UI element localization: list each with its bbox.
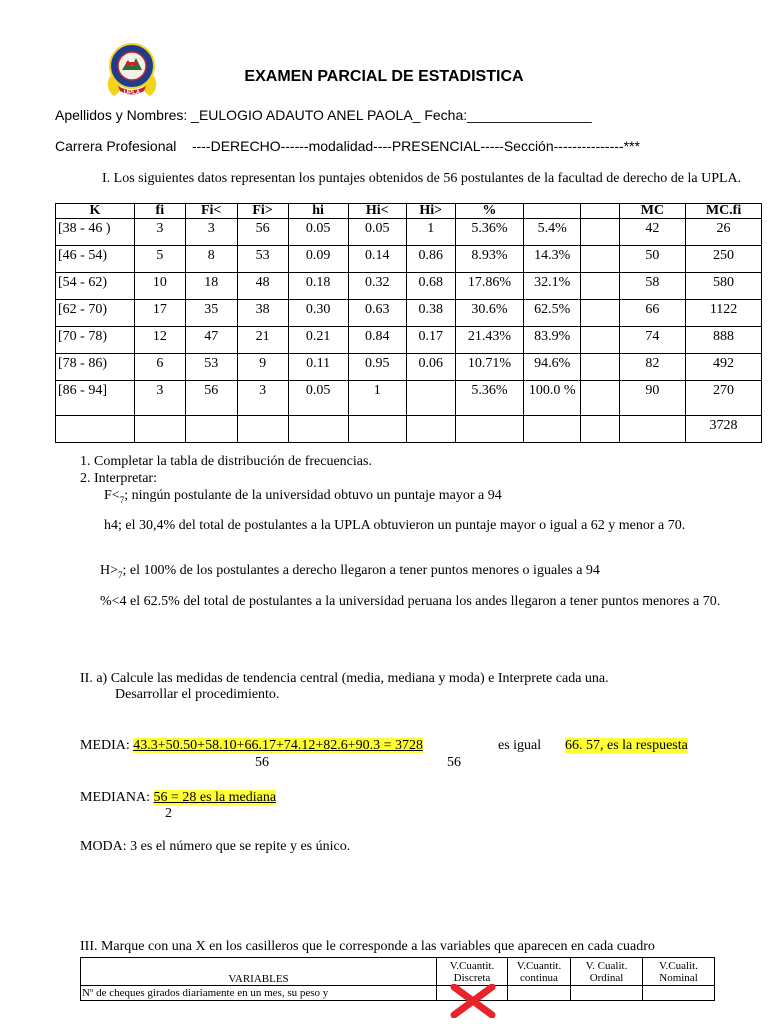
- x-mark-icon: [450, 984, 496, 1018]
- variables-header-cell: VARIABLES: [81, 958, 437, 986]
- table-cell: 48: [237, 273, 288, 300]
- variables-cell[interactable]: [643, 986, 715, 1001]
- table-cell: [185, 416, 237, 443]
- table-cell: [524, 416, 581, 443]
- table-cell: [70 - 78): [56, 327, 135, 354]
- media-denominator-2: 56: [447, 755, 461, 770]
- table-cell: [581, 219, 619, 246]
- section3-intro: III. Marque con una X en los casilleros que le corresponde a las variables que aparecen en cada cuadro: [80, 939, 655, 954]
- table-cell: 10.71%: [455, 354, 524, 381]
- table-cell: [581, 273, 619, 300]
- table-cell: [406, 381, 455, 416]
- table-cell: [46 - 54): [56, 246, 135, 273]
- media-expression: 43.3+50.50+58.10+66.17+74.12+82.6+90.3 = 3728: [133, 738, 424, 753]
- table-cell: 42: [619, 219, 685, 246]
- media-denominator-1: 56: [255, 755, 269, 770]
- interp-F-symbol: F<: [104, 488, 120, 503]
- table-cell: 12: [134, 327, 185, 354]
- table-cell: 0.06: [406, 354, 455, 381]
- table-cell: 90: [619, 381, 685, 416]
- table-cell: 0.32: [348, 273, 406, 300]
- table-cell: [288, 416, 348, 443]
- table-cell: 5.4%: [524, 219, 581, 246]
- table-cell: [62 - 70): [56, 300, 135, 327]
- table-cell: [134, 416, 185, 443]
- header-cell: Fi>: [237, 204, 288, 219]
- table-cell: 62.5%: [524, 300, 581, 327]
- table-cell: [581, 246, 619, 273]
- table-cell: [619, 416, 685, 443]
- table-row: [56, 300, 762, 327]
- logo-abbr: UPLA: [123, 90, 141, 96]
- question-1: 1. Completar la tabla de distribución de frecuencias.: [80, 454, 372, 469]
- interp-H-sub: 7: [118, 569, 123, 580]
- table-cell: [54 - 62): [56, 273, 135, 300]
- table-cell: [581, 300, 619, 327]
- interp-F: [104, 488, 502, 505]
- table-cell: 0.05: [288, 219, 348, 246]
- table-row: [56, 273, 762, 300]
- table-cell: 94.6%: [524, 354, 581, 381]
- header-cell: Hi>: [406, 204, 455, 219]
- table-cell: 30.6%: [455, 300, 524, 327]
- table-cell: 3: [134, 219, 185, 246]
- table-header-row: [56, 204, 762, 219]
- interp-H-text: ; el 100% de los postulantes a derecho llegaron a tener puntos menores o iguales a 94: [122, 563, 600, 578]
- table-cell: 26: [686, 219, 762, 246]
- table-cell: 10: [134, 273, 185, 300]
- interp-F-text: ; ningún postulante de la universidad obtuvo un puntaje mayor a 94: [124, 488, 502, 503]
- frequency-table: [55, 203, 762, 443]
- page-title: EXAMEN PARCIAL DE ESTADISTICA: [244, 68, 524, 85]
- table-cell: 3728: [686, 416, 762, 443]
- table-cell: [581, 327, 619, 354]
- table-cell: [86 - 94]: [56, 381, 135, 416]
- variables-header-cell: V.Cuantit. continua: [508, 958, 571, 986]
- table-cell: 53: [185, 354, 237, 381]
- variables-cell[interactable]: [571, 986, 643, 1001]
- table-cell: 14.3%: [524, 246, 581, 273]
- table-cell: [455, 416, 524, 443]
- table-cell: 0.18: [288, 273, 348, 300]
- table-cell: [581, 416, 619, 443]
- variables-header-row: [81, 958, 715, 986]
- media-label: MEDIA:: [80, 738, 130, 753]
- question-2: 2. Interpretar:: [80, 471, 157, 486]
- table-row: [56, 327, 762, 354]
- table-cell: 1122: [686, 300, 762, 327]
- header-cell: [581, 204, 619, 219]
- table-cell: 38: [237, 300, 288, 327]
- table-cell: 0.05: [348, 219, 406, 246]
- section2-intro-2: Desarrollar el procedimiento.: [115, 687, 280, 702]
- table-cell: 66: [619, 300, 685, 327]
- table-cell: 74: [619, 327, 685, 354]
- header-cell: fi: [134, 204, 185, 219]
- header-cell: %: [455, 204, 524, 219]
- table-cell: 83.9%: [524, 327, 581, 354]
- table-cell: 492: [686, 354, 762, 381]
- table-cell: 0.63: [348, 300, 406, 327]
- variables-header-cell: V. Cualit. Ordinal: [571, 958, 643, 986]
- table-row: [56, 381, 762, 416]
- table-cell: 0.95: [348, 354, 406, 381]
- table-cell: 0.14: [348, 246, 406, 273]
- media-answer: 66. 57, es la respuesta: [565, 738, 688, 753]
- table-cell: 0.17: [406, 327, 455, 354]
- table-cell: [581, 381, 619, 416]
- header-cell: MC: [619, 204, 685, 219]
- table-cell: [348, 416, 406, 443]
- section1-intro: I. Los siguientes datos representan los puntajes obtenidos de 56 postulantes de la facultad de derecho de la UPLA.: [102, 171, 742, 186]
- interp-F-sub: 7: [119, 494, 125, 505]
- table-cell: 270: [686, 381, 762, 416]
- student-line: Apellidos y Nombres: _EULOGIO ADAUTO ANEL PAOLA_ Fecha:________________: [55, 107, 592, 123]
- table-cell: 56: [185, 381, 237, 416]
- table-cell: 21.43%: [455, 327, 524, 354]
- table-cell: [78 - 86): [56, 354, 135, 381]
- table-cell: 32.1%: [524, 273, 581, 300]
- table-cell: 6: [134, 354, 185, 381]
- variables-row: [81, 986, 715, 1001]
- table-cell: [581, 354, 619, 381]
- table-row: [56, 246, 762, 273]
- table-cell: 580: [686, 273, 762, 300]
- header-cell: [524, 204, 581, 219]
- table-cell: 82: [619, 354, 685, 381]
- table-cell: 1: [348, 381, 406, 416]
- table-cell: 21: [237, 327, 288, 354]
- table-row: [56, 219, 762, 246]
- mediana-denominator: 2: [165, 806, 172, 821]
- header-cell: Hi<: [348, 204, 406, 219]
- table-cell: 35: [185, 300, 237, 327]
- header-cell: hi: [288, 204, 348, 219]
- table-cell: 53: [237, 246, 288, 273]
- table-cell: 0.84: [348, 327, 406, 354]
- table-cell: 3: [134, 381, 185, 416]
- table-cell: 56: [237, 219, 288, 246]
- table-cell: 9: [237, 354, 288, 381]
- interp-h4: h4; el 30,4% del total de postulantes a la UPLA obtuvieron un puntaje mayor o igual a 62 y menor a 70.: [104, 518, 686, 533]
- mediana-expression: 56 = 28 es la mediana: [153, 790, 277, 805]
- table-row: [56, 416, 762, 443]
- career-line: Carrera Profesional ----DERECHO------modalidad----PRESENCIAL-----Sección---------------***: [55, 138, 640, 154]
- table-cell: 0.09: [288, 246, 348, 273]
- media-equal: es igual: [498, 738, 542, 753]
- moda-line: MODA: 3 es el número que se repite y es único.: [80, 839, 351, 854]
- variables-header-cell: V.Cuantit. Discreta: [437, 958, 508, 986]
- table-cell: 1: [406, 219, 455, 246]
- table-cell: 100.0 %: [524, 381, 581, 416]
- table-cell: 5.36%: [455, 381, 524, 416]
- table-cell: [237, 416, 288, 443]
- table-cell: 58: [619, 273, 685, 300]
- table-cell: 8.93%: [455, 246, 524, 273]
- media-line: [80, 738, 423, 754]
- table-cell: 18: [185, 273, 237, 300]
- table-cell: 250: [686, 246, 762, 273]
- interp-pct: %<4 el 62.5% del total de postulantes a la universidad peruana los andes llegaron a tener puntos menores a 70.: [100, 594, 721, 609]
- table-cell: 47: [185, 327, 237, 354]
- variables-header-cell: V.Cualit. Nominal: [643, 958, 715, 986]
- interp-H: [100, 563, 600, 580]
- table-cell: 0.38: [406, 300, 455, 327]
- table-row: [56, 354, 762, 381]
- table-cell: 5.36%: [455, 219, 524, 246]
- table-cell: 50: [619, 246, 685, 273]
- table-cell: 0.86: [406, 246, 455, 273]
- variable-description: Nº de cheques girados diariamente en un mes, su peso y: [81, 986, 437, 1001]
- header-cell: Fi<: [185, 204, 237, 219]
- table-cell: [38 - 46 ): [56, 219, 135, 246]
- section2-intro: II. a) Calcule las medidas de tendencia central (media, mediana y moda) e Interprete cada una.: [80, 671, 609, 686]
- table-cell: 0.11: [288, 354, 348, 381]
- variables-cell[interactable]: [508, 986, 571, 1001]
- mediana-line: [80, 790, 276, 806]
- table-cell: 3: [185, 219, 237, 246]
- table-cell: 0.30: [288, 300, 348, 327]
- table-cell: 0.05: [288, 381, 348, 416]
- table-cell: 0.68: [406, 273, 455, 300]
- table-cell: 0.21: [288, 327, 348, 354]
- header-cell: MC.fi: [686, 204, 762, 219]
- table-cell: [56, 416, 135, 443]
- table-cell: 3: [237, 381, 288, 416]
- table-cell: 5: [134, 246, 185, 273]
- header-cell: K: [56, 204, 135, 219]
- table-cell: [406, 416, 455, 443]
- table-cell: 17.86%: [455, 273, 524, 300]
- variables-table: [80, 957, 715, 1001]
- mediana-label: MEDIANA:: [80, 790, 150, 805]
- table-cell: 8: [185, 246, 237, 273]
- table-cell: 888: [686, 327, 762, 354]
- table-cell: 17: [134, 300, 185, 327]
- interp-H-symbol: H>: [100, 563, 119, 578]
